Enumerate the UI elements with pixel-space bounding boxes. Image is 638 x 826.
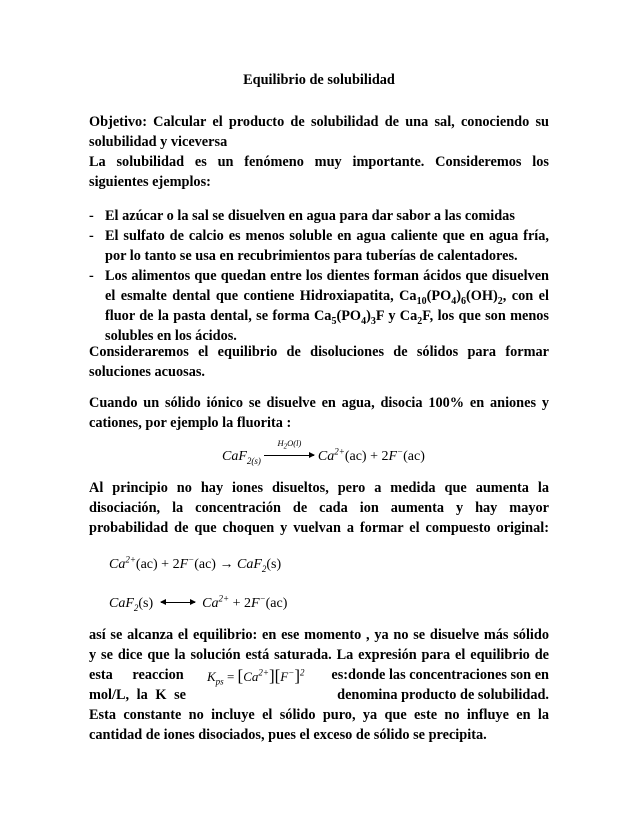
equilibrium-line-5: Esta constante no incluye el sólido puro, ya que este no influye en la [89, 707, 549, 723]
objective-line-2: solubilidad y viceversa [89, 134, 228, 150]
consider-paragraph [89, 342, 549, 382]
consider-line-1: Consideraremos el equilibrio de disoluciones de sólidos para formar [89, 344, 549, 360]
equilibrium-equation: CaF$_2$(s) $Ca^{2+} + 2F^-(ac)$ [109, 593, 288, 613]
objective-paragraph [89, 112, 549, 152]
list-dash: - [89, 228, 94, 244]
equilibrium-line-1: así se alcanza el equilibrio: en ese momento , ya no se disuelve más sólido [89, 627, 549, 643]
ionic-line-2: cationes, por ejemplo la fluorita : [89, 415, 292, 431]
list-item-text: Los alimentos que quedan entre los dientes forman ácidos que disuelven el esmalte dental que contiene Hidroxiapatita, $Ca_{10}(PO_4)_6(OH)_2$, con el fluor de la pasta dental, se forma $Ca_5(PO_4)_3F$ y $Ca_2F$, los que son menos solubles en los ácidos. [105, 268, 549, 344]
dissociation-equation: CaF$_{2(s)}$ $H_2O(l)$ $Ca^{2+}(ac) + 2F^-(ac)$ [222, 438, 425, 466]
equilibrium-paragraph [89, 625, 549, 745]
list-item [89, 226, 549, 266]
principle-line-3: probabilidad de que choquen y vuelvan a formar el compuesto original: [89, 520, 549, 536]
list-dash: - [89, 268, 94, 284]
ionic-line-1: Cuando un sólido iónico se disuelve en agua, disocia 100% en aniones y [89, 395, 549, 411]
principle-line-2: disociación, la concentración de cada ion aumenta y hay mayor [89, 500, 549, 516]
principle-line-1: Al principio no hay iones disueltos, pero a medida que aumenta la [89, 480, 549, 496]
equilibrium-line-3: esta reaccion es:donde las concentraciones son en [89, 667, 549, 683]
intro-line-1: La solubilidad es un fenómeno muy importante. Consideremos los [89, 154, 549, 170]
objective-line-1: Objetivo: Calcular el producto de solubilidad de una sal, conociendo su [89, 114, 549, 130]
examples-list [89, 206, 549, 346]
kps-expression: $K_{ps} = [Ca^{2+}][F^-]^2$ [207, 666, 305, 687]
list-item-text: El sulfato de calcio es menos soluble en agua caliente que en agua fría, por lo tanto se usa en recubrimientos para tuberías de calentadores. [105, 228, 549, 264]
intro-line-2: siguientes ejemplos: [89, 174, 211, 190]
principle-paragraph [89, 478, 549, 538]
equilibrium-arrow [161, 602, 195, 603]
list-item [89, 266, 549, 346]
document-title: Equilibrio de solubilidad [243, 72, 395, 88]
intro-paragraph [89, 152, 549, 192]
ionic-paragraph [89, 393, 549, 433]
recombination-equation: $Ca^{2+}(ac) + 2F^-(ac) \to CaF_2(s)$ [109, 554, 282, 574]
list-item-text: El azúcar o la sal se disuelven en agua para dar sabor a las comidas [105, 208, 515, 224]
equilibrium-line-6: cantidad de iones disociados, pues el exceso de sólido se precipita. [89, 727, 487, 743]
list-dash: - [89, 208, 94, 224]
reaction-arrow: $H_2O(l)$ [264, 449, 314, 465]
equilibrium-line-4: mol/L, la K se denomina producto de solubilidad. [89, 687, 549, 703]
consider-line-2: soluciones acuosas. [89, 364, 205, 380]
list-item [89, 206, 549, 226]
equilibrium-line-2: y se dice que la solución está saturada. La expresión para el equilibrio de [89, 647, 549, 663]
